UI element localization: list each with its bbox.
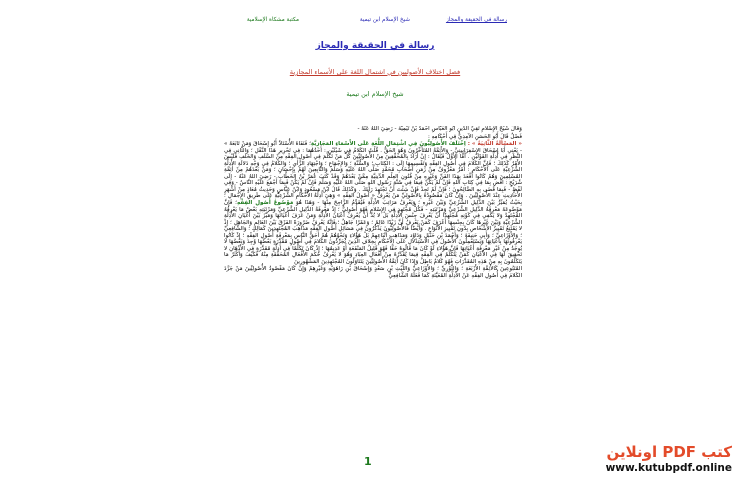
page-number: 1 — [364, 455, 372, 468]
document-body — [224, 126, 522, 456]
body-paragraph-2: فَصْلٌ قَالَ أَبُو الحَسَنِ الآمِدِيُّ فِي أَحْكَامِهِ : — [427, 133, 522, 140]
watermark-url: www.kutubpdf.online — [605, 462, 732, 474]
body-paragraph-3-tail: ؛ فَإِنَّ مَوْضُوعَهُ مَعْرِفَةُ الدَّلِيلِ الشَّرْعِيِّ وَمَرْتَبَتِهِ - فَكُلُّ مُجْتَهِدٍ فِي الإِسْلامِ فَهُوَ أُصُولِيٌّ ؛ إِذْ مَعْرِفَةُ الدَّلِيلِ الشَّرْعِيِّ وَمَرْتَبَتِهِ بَعْضُ مَا يَعْرِفُهُ المُجْتَهِدُ وَلا يَكْفِي فِي كَوْنِهِ مُجْتَهِدًا أَنْ يَعْرِفَ جِنْسَ الأَدِلَّةِ بَلْ لا بُدَّ أَنْ يَعْرِفَ أَعْيَانَ الأَدِلَّةِ وَمَنْ عَرَفَ أَعْيَانَهَا وَمَيَّزَ بَيْنَ أَعْيَانِ الأَدِلَّةِ الشَّرْعِيَّةِ وَبَيْنَ غَيْرِهَا كَانَ بِجِنْسِهَا أَعْرَفَ كَمَنْ يَعْرِفُ أَنَّ زَيْدًا عَالِمٌ ؛ وَعَمْرًا جَاهِلٌ ؛ فَإِنَّهُ يَعْرِفُ ضَرُورَةً الفَرْقَ بَيْنَ العَالِمِ وَالجَاهِلِ ؛ إِذْ لا يَمْتَنِعُ تَمْيِيزُ الأَشْخَاصِ بِدُونِ تَمْيِيزِ الأَنْوَاعِ . وَأَيْضًا فَالأُصُولِيُّونَ يَذْكُرُونَ فِي مَسَائِلِ أُصُولِ الفِقْهِ مَذَاهِبَ المُجْتَهِدِينَ كَمَالِكٍ ؛ وَالشَّافِعِيِّ ؛ وَالأَوْزَاعِيِّ ؛ وَأَبِي حَنِيفَةَ ؛ وَأَحْمَدَ بْنِ حَنْبَلٍ وَدَاوُد وَمَذَاهِبِ أَتْبَاعِهِمْ بَلْ هَؤُلاءِ وَنَحْوُهُمْ هُمْ أَحَقُّ النَّاسِ بِمَعْرِفَةِ أُصُولِ الفِقْهِ ؛ إِذْ كَانُوا يَعْرِفُونَهَا بِأَعْيَانِهَا وَيَسْتَعْمِلُونَ الأُصُولَ فِي الاسْتِدْلالِ عَلَى الأَحْكَامِ بِخِلافِ الَّذِينَ يُجَرِّدُونَ الكَلامَ فِي أُصُولٍ مُقَدَّرَةٍ بَعْضُهَا وُجِدَ وَبَعْضُهَا لا يُوجَدُ مِنْ غَيْرِ مَعْرِفَةِ أَعْيَانِهَا فَإِنَّ هَؤُلاءِ لَوْ كَانَ مَا قَالُوهُ حَقًّا فَهُوَ قَلِيلُ المَنْفَعَةِ أَوْ عَدِيمُهَا ؛ إِذْ كَانَ تَكَلُّمًا فِي أَدِلَّةٍ مُقَدَّرَةٍ فِي الأَذْهَانِ لا تَحْقِيقَ لَهَا فِي الأَعْيَانِ كَمَنْ يَتَكَلَّمُ فِي الفِقْهِ فِيمَا يُقَدِّرُهُ مِنْ أَفْعَالِ العِبَادِ وَهُوَ لا يَعْرِفُ حُكْمَ الأَفْعَالِ المُحَقَّقَةِ مِنْهُ فَكَيْفَ وَأَكْثَرُ مَا يَتَكَلَّمُونَ بِهِ مِنْ هَذِهِ المُقَدَّرَاتِ فَهُوَ كَلامٌ بَاطِلٌ وَإِذَا كَانَ أَئِمَّةُ الأُصُولِيِّينَ يَتَنَاوَلُونَ المُجْتَهِدِينَ المَشْهُورِينَ — [224, 200, 522, 265]
header-link-library[interactable]: مكتبة مشكاة الإسلامية — [246, 17, 299, 23]
issue-topic: اِخْتَلَفَ الأُصُولِيُّونَ فِي اشْتِمَالِ اللُّغَةِ عَلَى الأَسْمَاءِ المَجَازِيَّةِ — [310, 141, 466, 148]
header-link-author[interactable]: شيخ الإسلام ابن تيمية — [359, 17, 410, 23]
document-title: رسالة في الحقيقة والمجاز — [315, 41, 435, 51]
document-author: شيخ الإسلام ابن تيمية — [346, 90, 404, 98]
document-subtitle-link[interactable]: فصل اختلاف الأصوليين في اشتمال اللغة على الأسماء المجازية — [289, 68, 461, 76]
body-paragraph-3-text: ؛ فَنَفَاهُ الأُسْتَاذُ أَبُو إِسْحَاقَ وَمَنْ تَابَعَهُ » - يَعْنِي أَبَا إِسْحَاقَ الإِسْفِرَايِينِيَّ - وَالأَئِمَّةُ المُتَأَخِّرُونَ وَهُوَ الحَقُّ . قُلْتُ الكَلامُ فِي شَيْئَيْنِ : أَحَدُهُمَا : فِي تَحْرِيرِ هَذَا النَّقْلِ ؛ وَالثَّانِي فِي النَّظَرِ فِي أَدِلَّةِ القَوْلَيْنِ . أَمَّا الأَوَّلُ فَيُقَالُ : إِنْ أَرَادَ بِالمُحَقِّقِينَ مِنْ الأُصُولِيِّينَ كُلَّ مَنْ تَكَلَّمَ فِي أُصُولِ الفِقْهِ مِنْ السَّلَفِ وَالخَلَفِ فَلَيْسَ الأَمْرُ كَذَلِكَ ؛ فَإِنَّ الكَلامَ فِي أُصُولِ الفِقْهِ وَتَقْسِيمِهَا إِلَى : الكِتَابِ ؛ وَالسُّنَّةِ ؛ وَالإِجْمَاعِ ؛ وَاجْتِهَادِ الرَّأْيِ ؛ وَالكَلامُ فِي وَجْهِ دَلالَةِ الأَدِلَّةِ الشَّرْعِيَّةِ عَلَى الأَحْكَامِ : أَمْرٌ مَعْرُوفٌ مِنْ زَمَنِ أَصْحَابِ مُحَمَّدٍ صَلَّى اللهُ عَلَيْهِ وَسَلَّمَ وَالتَّابِعِينَ لَهُمْ بِإِحْسَانٍ ؛ وَمَنْ بَعْدَهُمْ مِنْ أَئِمَّةِ المُسْلِمِينَ وَهُمْ كَانُوا أَقْعَدَ بِهَذَا الفَنِّ وَغَيْرِهِ مِنْ فُنُونِ العِلْمِ الدِّينِيَّةِ مِمَّنْ بَعْدَهُمْ وَقَدْ كَتَبَ عُمَرُ بْنُ الخَطَّابِ - رَضِيَ اللهُ عَنْهُ - إِلَى شُرَيْحٍ : اقْضِ بِمَا فِي كِتَابِ اللهِ فَإِنْ لَمْ يَكُنْ فِيمَا فِي سُنَّةِ رَسُولِ اللهِ صَلَّى اللهُ عَلَيْهِ وَسَلَّمَ فَإِنْ لَمْ يَكُنْ فَبِمَا أَجْمَعَ عَلَيْهِ النَّاسُ - وَفِي لَفْظٍ - فَبِمَا قَضَى بِهِ الصَّالِحُونَ ؛ فَإِنْ لَمْ تَجِدْ فَإِنْ شِئْتَ أَنْ تَجْتَهِدَ رَأْيَكَ . وَكَذَلِكَ قَالَ ابْنُ مَسْعُودٍ وَابْنُ عَبَّاسٍ وَحَدِيثُ مُعَاذٍ مِنْ أَشْهَرِ الأَحَادِيثِ عِنْدَ الأُصُولِيِّينَ . وَإِنْ كَانَ مَقْصُودُهُ بِالأُصُولِيِّ مَنْ يَعْرِفُ « أُصُولَ الفِقْهِ » وَهِيَ أَدِلَّةُ الأَحْكَامِ الشَّرْعِيَّةِ عَلَى طَرِيقِ الإِجْمَالِ ؛ بِحَيْثُ يُمَيِّزُ بَيْنَ الدَّلِيلِ الشَّرْعِيِّ وَبَيْنَ غَيْرِهِ ؛ وَيَعْرِفُ مَرَاتِبَ الأَدِلَّةِ فَيُقَدِّمُ الرَّاجِحَ مِنْهَا - وَهَذَا هُوَ — [224, 141, 522, 207]
issue-heading: « المَسْأَلَةُ الثَّانِيَةُ » : — [467, 141, 522, 148]
watermark — [567, 443, 732, 473]
header-link-treatise[interactable]: رسالة في الحقيقة والمجاز — [446, 17, 507, 23]
body-paragraph-4: المُتَبُوعِينَ كَالأَئِمَّةِ الأَرْبَعَةِ ؛ وَالثَّوْرِيِّ ؛ وَالأَوْزَاعِيِّ وَاللَّيْثِ بْنِ سَعْدٍ وَإِسْحَاقَ بْنِ رَاهَوَيْهِ وَغَيْرِهِمْ وَإِنْ كَانَ مَقْصُودُ الأُصُولِيِّينَ مَنْ جَرَّدَ الكَلامَ فِي أُصُولِ الفِقْهِ عَنْ الأَدِلَّةِ المُعَيَّنَةِ كَمَا فَعَلَهُ الشَّافِعِيُّ — [224, 266, 522, 280]
body-paragraph-1: وَقَالَ شَيْخُ الإِسْلامِ تَقِيُّ الدِّينِ أَبُو العَبَّاسِ أَحْمَدُ بْنُ تَيْمِيَّةَ - رَضِيَ اللهُ عَنْهُ - — [357, 126, 522, 132]
body-paragraph-3 — [224, 141, 522, 265]
subject-highlight: مَوْضُوعُ أُصُولِ الفِقْهِ — [236, 200, 294, 207]
watermark-brand: كتب PDF اونلاين — [606, 443, 732, 461]
